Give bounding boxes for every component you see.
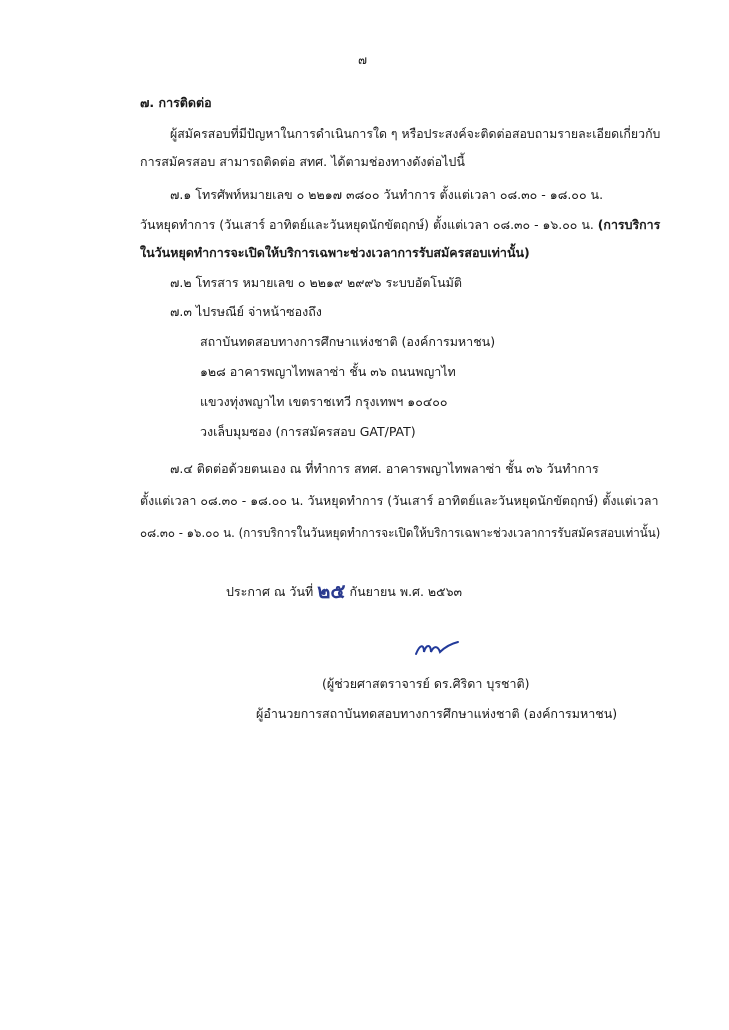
item-7-1-line-2-normal: วันหยุดทำการ (วันเสาร์ อาทิตย์และวันหยุดนักขัตฤกษ์) ตั้งแต่เวลา ๐๘.๓๐ - ๑๖.๐๐ น. (140, 217, 598, 232)
item-7-1-line-2 (140, 217, 660, 233)
address-line-3: แขวงทุ่งพญาไท เขตราชเทวี กรุงเทพฯ ๑๐๔๐๐ (200, 394, 448, 409)
intro-line-2: การสมัครสอบ สามารถติดต่อ สทศ. ได้ตามช่องทางดังต่อไปนี้ (140, 154, 465, 169)
item-7-1-line-2-bold: (การบริการ (597, 217, 661, 232)
announcement-suffix: กันยายน พ.ศ. ๒๕๖๓ (349, 584, 463, 599)
signature-mark (412, 636, 462, 664)
item-7-1-line-3: ในวันหยุดทำการจะเปิดให้บริการเฉพาะช่วงเวลาการรับสมัครสอบเท่านั้น) (140, 245, 530, 260)
address-line-2: ๑๒๘ อาคารพญาไทพลาซ่า ชั้น ๓๖ ถนนพญาไท (200, 364, 456, 379)
signer-title: ผู้อำนวยการสถาบันทดสอบทางการศึกษาแห่งชาติ (องค์การมหาชน) (256, 706, 618, 721)
announcement-prefix: ประกาศ ณ วันที่ (226, 584, 314, 599)
page-number: ๗ (358, 53, 368, 67)
item-7-1-line-1: ๗.๑ โทรศัพท์หมายเลข ๐ ๒๒๑๗ ๓๘๐๐ วันทำการ ตั้งแต่เวลา ๐๘.๓๐ - ๑๘.๐๐ น. (170, 187, 604, 202)
signer-name: (ผู้ช่วยศาสตราจารย์ ดร.ศิริดา บุรชาติ) (322, 676, 530, 691)
address-line-1: สถาบันทดสอบทางการศึกษาแห่งชาติ (องค์การมหาชน) (200, 334, 496, 349)
announcement-day: ๒๕ (317, 579, 346, 603)
item-7-4-line-2: ตั้งแต่เวลา ๐๘.๓๐ - ๑๘.๐๐ น. วันหยุดทำการ (วันเสาร์ อาทิตย์และวันหยุดนักขัตฤกษ์) ตั้งแต่เวลา (140, 493, 659, 508)
item-7-4-line-1: ๗.๔ ติดต่อด้วยตนเอง ณ ที่ทำการ สทศ. อาคารพญาไทพลาซ่า ชั้น ๓๖ วันทำการ (170, 461, 599, 476)
address-line-4: วงเล็บมุมซอง (การสมัครสอบ GAT/PAT) (200, 424, 416, 439)
item-7-3-heading: ๗.๓ ไปรษณีย์ จ่าหน้าซองถึง (170, 304, 322, 319)
item-7-4-line-3: ๐๘.๓๐ - ๑๖.๐๐ น. (การบริการในวันหยุดทำการจะเปิดให้บริการเฉพาะช่วงเวลาการรับสมัครสอบเท่านั้น) (140, 525, 661, 540)
announcement-date (226, 579, 463, 603)
section-title: ๗. การติดต่อ (140, 95, 212, 110)
intro-line-1: ผู้สมัครสอบที่มีปัญหาในการดำเนินการใด ๆ หรือประสงค์จะติดต่อสอบถามรายละเอียดเกี่ยวกับ (170, 126, 661, 141)
item-7-2: ๗.๒ โทรสาร หมายเลข ๐ ๒๒๑๙ ๒๙๙๖ ระบบอัตโนมัติ (170, 275, 463, 290)
